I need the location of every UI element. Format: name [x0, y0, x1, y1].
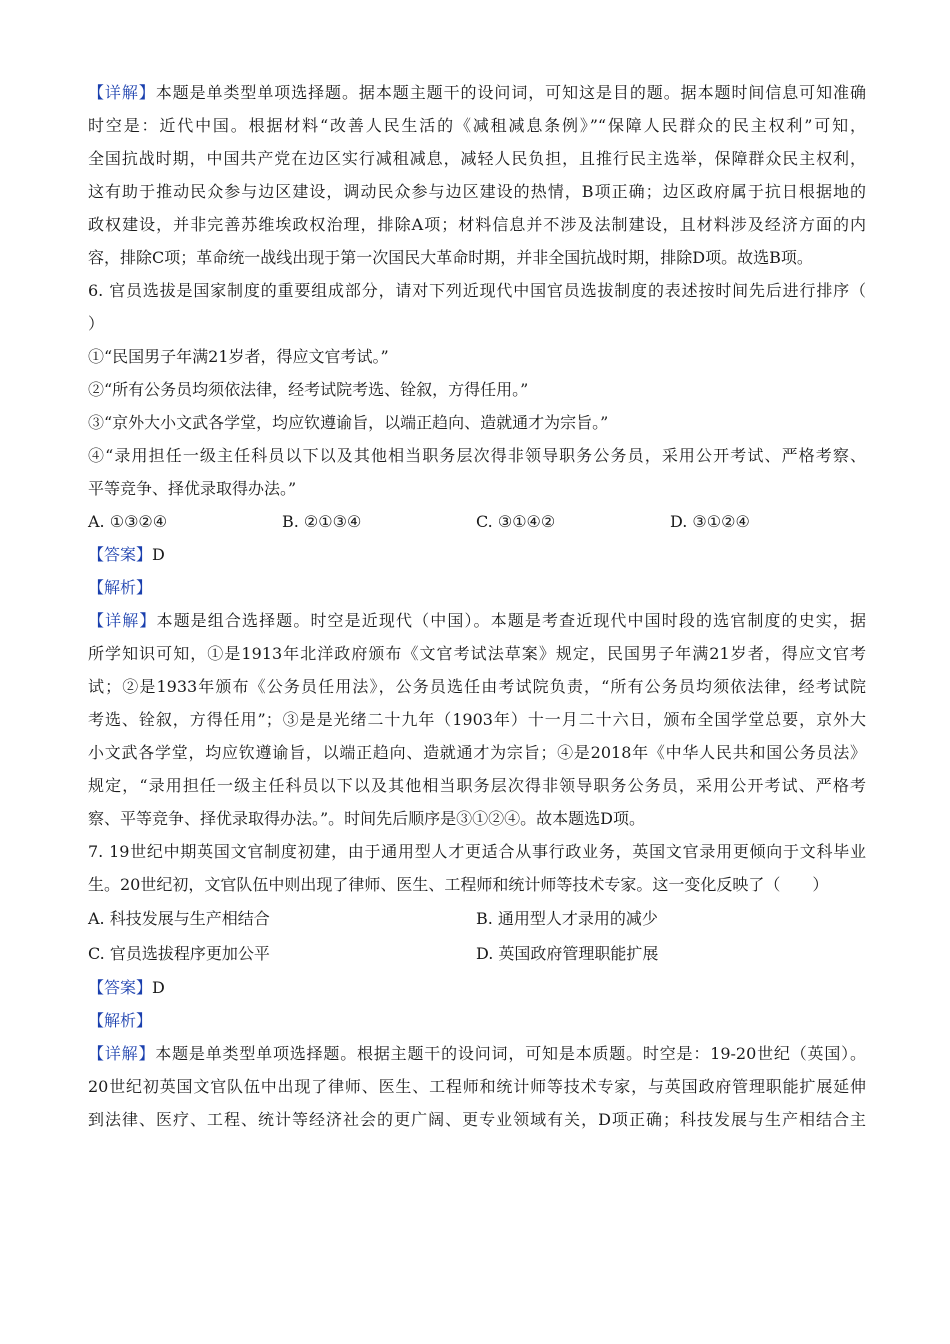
option-c: C. ③①④②: [476, 512, 556, 531]
q7-detail: [88, 1037, 866, 1136]
option-d: D. 英国政府管理职能扩展: [476, 944, 659, 963]
text-line: 考选、铨叙，方得任用”；③是是光绪二十九年（1903年）十一月二十六日，颁布全国学堂总要，京外大: [88, 710, 866, 729]
question-stem: 6. 官员选拔是国家制度的重要组成部分，请对下列近现代中国官员选拔制度的表述按时间先后进行排序（: [88, 281, 866, 300]
q7-stem: [88, 835, 866, 901]
answer-tag: 【答案】: [88, 545, 153, 564]
detail-tag: 【详解】: [88, 83, 156, 102]
list-item: ③“京外大小文武各学堂，均应钦遵谕旨，以端正趋向、造就通才为宗旨。”: [88, 413, 609, 432]
question-stem: 7. 19世纪中期英国文官制度初建，由于通用型人才更适合从事行政业务，英国文官录用更倾向于文科毕业: [88, 842, 866, 861]
text-line: 【详解】本题是单类型单项选择题。据本题主题干的设问词，可知这是目的题。据本题时间信息可知准确: [88, 83, 866, 102]
q6-stem: [88, 274, 866, 340]
q6-answer: [88, 538, 866, 571]
analysis-tag: 【解析】: [88, 1011, 153, 1030]
option-b: B. ②①③④: [282, 512, 362, 531]
q6-options: [88, 505, 866, 538]
list-item: ①“民国男子年满21岁者，得应文官考试。”: [88, 347, 389, 366]
answer-tag: 【答案】: [88, 978, 153, 997]
text-line: 【详解】本题是组合选择题。时空是近现代（中国）。本题是考查近现代中国时段的选官制度的史实，据: [88, 611, 866, 630]
text-line: 到法律、医疗、工程、统计等经济社会的更广阔、更专业领域有关，D项正确；科技发展与生产相结合主: [88, 1110, 866, 1129]
list-item: 平等竞争、择优录取得办法。”: [88, 479, 297, 498]
answer-value: D: [152, 545, 165, 564]
option-a: A. 科技发展与生产相结合: [88, 909, 270, 928]
q7-analysis: [88, 1004, 866, 1037]
detail-tag: 【详解】: [88, 1044, 156, 1063]
text-line: 容，排除C项；革命统一战线出现于第一次国民大革命时期，并非全国抗战时期，排除D项。故选B项。: [88, 248, 813, 267]
option-b: B. 通用型人才录用的减少: [476, 909, 658, 928]
document-page: [88, 76, 866, 1136]
q7-options-row-1: [88, 901, 866, 936]
q7-options-row-2: [88, 936, 866, 971]
q6-items: [88, 340, 866, 505]
text-line: 全国抗战时期，中国共产党在边区实行减租减息，减轻人民负担，且推行民主选举，保障群众民主权利，: [88, 149, 866, 168]
option-d: D. ③①②④: [670, 512, 750, 531]
question-stem: 生。20世纪初，文官队伍中则出现了律师、医生、工程师和统计师等技术专家。这一变化反映了（ ）: [88, 875, 829, 894]
text-line: 时空是：近代中国。根据材料“改善人民生活的《减租减息条例》”“保障人民群众的民主权利”可知，: [88, 116, 866, 135]
text-line: 【详解】本题是单类型单项选择题。根据主题干的设问词，可知是本质题。时空是：19-20世纪（英国）。: [88, 1044, 866, 1063]
q6-detail: [88, 604, 866, 835]
detail-tag: 【详解】: [88, 611, 157, 630]
text-line: 察、平等竞争、择优录取得办法。”。时间先后顺序是③①②④。故本题选D项。: [88, 809, 646, 828]
option-c: C. 官员选拔程序更加公平: [88, 944, 270, 963]
text-line: 所学知识可知，①是1913年北洋政府颁布《文官考试法草案》规定，民国男子年满21岁者，得应文官考: [88, 644, 866, 663]
q6-analysis: [88, 571, 866, 604]
text-line: 规定，“录用担任一级主任科员以下以及其他相当职务层次得非领导职务公务员，采用公开考试、严格考: [88, 776, 866, 795]
text-line: 政权建设，并非完善苏维埃政权治理，排除A项；材料信息并不涉及法制建设，且材料涉及经济方面的内: [88, 215, 866, 234]
answer-value: D: [152, 978, 165, 997]
text-line: 小文武各学堂，均应钦遵谕旨，以端正趋向、造就通才为宗旨；④是2018年《中华人民共和国公务员法》: [88, 743, 866, 762]
analysis-tag: 【解析】: [88, 578, 153, 597]
option-a: A. ①③②④: [88, 512, 168, 531]
q5-detail: [88, 76, 866, 274]
list-item: ②“所有公务员均须依法律，经考试院考选、铨叙，方得任用。”: [88, 380, 529, 399]
text-line: 20世纪初英国文官队伍中出现了律师、医生、工程师和统计师等技术专家，与英国政府管理职能扩展延伸: [88, 1077, 866, 1096]
q7-answer: [88, 971, 866, 1004]
question-stem: ）: [88, 314, 105, 333]
text-line: 试；②是1933年颁布《公务员任用法》，公务员选任由考试院负责，“所有公务员均须依法律，经考试院: [88, 677, 866, 696]
list-item: ④“录用担任一级主任科员以下以及其他相当职务层次得非领导职务公务员，采用公开考试、严格考察、: [88, 446, 866, 465]
text-line: 这有助于推动民众参与边区建设，调动民众参与边区建设的热情，B项正确；边区政府属于抗日根据地的: [88, 182, 866, 201]
